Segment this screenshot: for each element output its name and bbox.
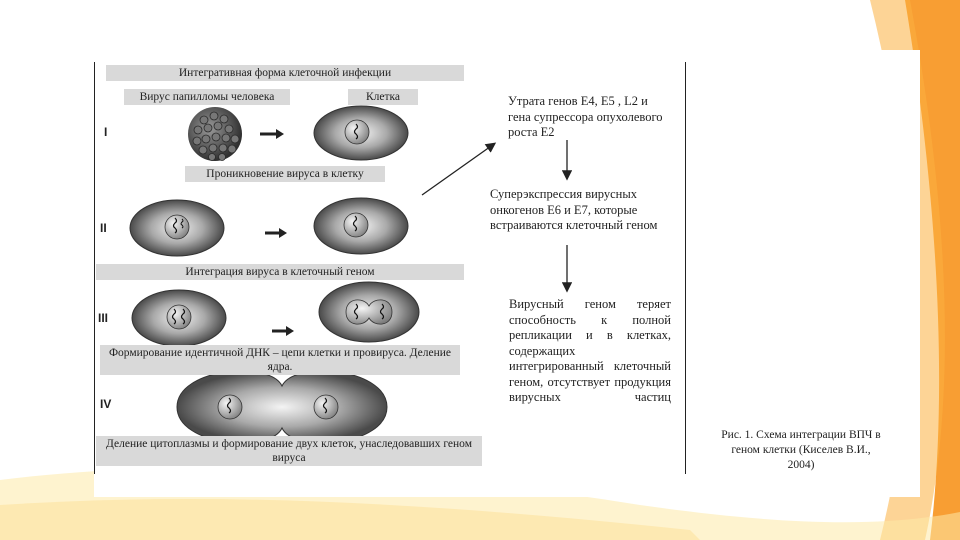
small-arrow-icon — [272, 326, 294, 336]
figure-panel — [94, 50, 920, 497]
flow-step-1: Утрата генов Е4, Е5 , L2 и гена супрессора опухолевого роста Е2 — [508, 94, 663, 139]
cell-label: Клетка — [348, 89, 418, 105]
dividing-nucleus-cell — [319, 282, 419, 342]
small-arrow-icon — [265, 228, 287, 238]
diagonal-arrow — [422, 144, 494, 195]
integrated-cell — [314, 198, 408, 254]
stage-2-caption: Интеграция вируса в клеточный геном — [96, 264, 464, 280]
replicating-cell — [132, 290, 226, 346]
host-cell — [314, 106, 408, 160]
virus-particle — [188, 107, 242, 161]
stage-3-caption: Формирование идентичной ДНК – цепи клетки и провируса. Деление ядра. — [100, 345, 460, 375]
dividing-cytoplasm-cell — [177, 371, 387, 443]
stage-1-numeral: I — [104, 125, 108, 139]
flow-step-2: Суперэкспрессия вирусных онкогенов Е6 и Е7, которые встраиваются клеточный геном — [490, 187, 658, 232]
stage-3-numeral: III — [98, 311, 109, 325]
stage-4-numeral: IV — [100, 397, 112, 411]
flow-step-3: Вирусный геном теряет способность к полной репликации и в клетках, содержащих интегрированный клеточный геном, отсутствует продукция вирусных частиц — [509, 297, 671, 404]
virus-label: Вирус папилломы человека — [124, 89, 290, 105]
stage-4-caption: Деление цитоплазмы и формирование двух клеток, унаследовавших геном вируса — [96, 436, 482, 466]
infected-cell — [130, 200, 224, 256]
stage-2-numeral: II — [100, 221, 107, 235]
stage-1-caption: Проникновение вируса в клетку — [185, 166, 385, 182]
small-arrow-icon — [260, 129, 284, 139]
title-bar: Интегративная форма клеточной инфекции — [106, 65, 464, 81]
figure-caption: Рис. 1. Схема интеграции ВПЧ в геном клетки (Киселев В.И., 2004) — [721, 429, 881, 471]
